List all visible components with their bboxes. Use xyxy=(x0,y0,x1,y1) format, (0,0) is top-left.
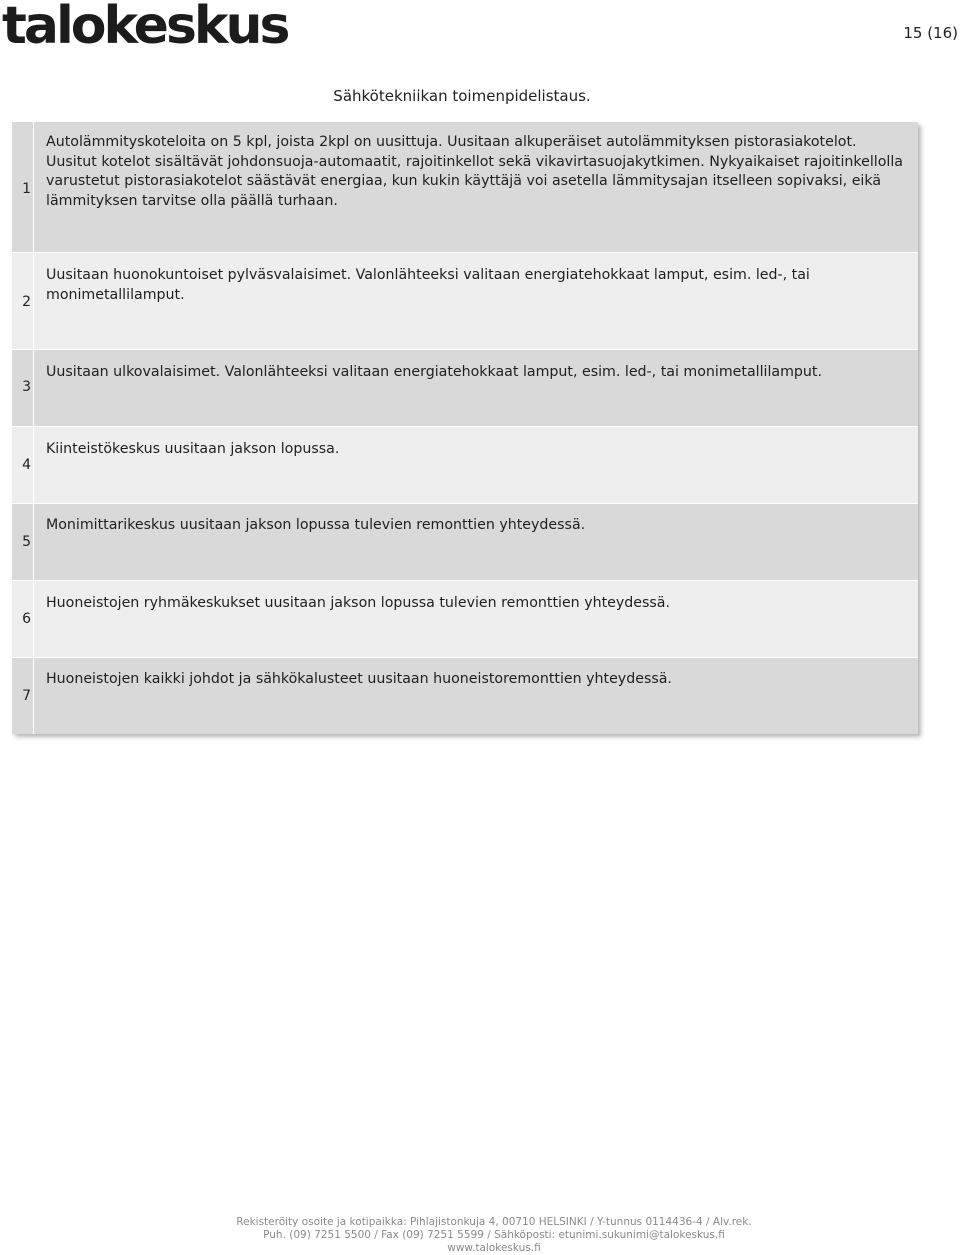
page-number: 15 (16) xyxy=(903,24,958,42)
table-row xyxy=(12,504,918,581)
table-row xyxy=(12,350,918,427)
row-number: 1 xyxy=(12,122,34,252)
row-text: Huoneistojen ryhmäkeskukset uusitaan jakson lopussa tulevien remonttien yhteydessä. xyxy=(46,595,670,611)
footer-website: www.talokeskus.fi xyxy=(447,1242,541,1254)
row-text: Uusitaan ulkovalaisimet. Valonlähteeksi valitaan energiatehokkaat lamput, esim. led-, tai monimetallilamput. xyxy=(46,364,822,380)
row-number: 6 xyxy=(12,581,34,657)
footer-address: Rekisteröity osoite ja kotipaikka: Pihlajistonkuja 4, 00710 HELSINKI / Y-tunnus 0114436-4 / Alv.rek. xyxy=(236,1216,752,1228)
table-row xyxy=(12,658,918,734)
measures-table xyxy=(12,122,918,734)
table-row xyxy=(12,122,918,253)
row-number: 4 xyxy=(12,427,34,503)
row-text: Huoneistojen kaikki johdot ja sähkökalusteet uusitaan huoneistoremonttien yhteydessä. xyxy=(46,671,672,687)
row-text: Kiinteistökeskus uusitaan jakson lopussa. xyxy=(46,441,340,457)
row-number: 5 xyxy=(12,504,34,580)
document-title: Sähkötekniikan toimenpidelistaus. xyxy=(333,87,591,105)
row-number: 7 xyxy=(12,658,34,734)
table-row xyxy=(12,253,918,350)
row-text: Autolämmityskoteloita on 5 kpl, joista 2kpl on uusittuja. Uusitaan alkuperäiset autolämmityksen pistorasiakotelot. Uusitut kotelot sisältävät johdonsuoja-automaatit, rajoitinkellot sekä vikavirtasuojakytkimen. Nykyaikaiset rajoitinkellolla varustetut pistorasiakotelot säästävät energiaa, kun kukin käyttäjä voi asetella lämmitysajan itselleen sopivaksi, eikä lämmityksen tarvitse olla päällä turhaan. xyxy=(46,134,904,209)
company-logo: talokeskus xyxy=(2,0,288,56)
row-text: Monimittarikeskus uusitaan jakson lopussa tulevien remonttien yhteydessä. xyxy=(46,517,586,533)
row-number: 2 xyxy=(12,253,34,349)
table-row xyxy=(12,581,918,658)
page-footer xyxy=(0,1216,960,1255)
row-number: 3 xyxy=(12,350,34,426)
footer-contact: Puh. (09) 7251 5500 / Fax (09) 7251 5599 / Sähköposti: etunimi.sukunimi@talokeskus.fi xyxy=(263,1229,725,1241)
table-row xyxy=(12,427,918,504)
row-text: Uusitaan huonokuntoiset pylväsvalaisimet. Valonlähteeksi valitaan energiatehokkaat lamput, esim. led-, tai monimetallilamput. xyxy=(46,267,810,303)
